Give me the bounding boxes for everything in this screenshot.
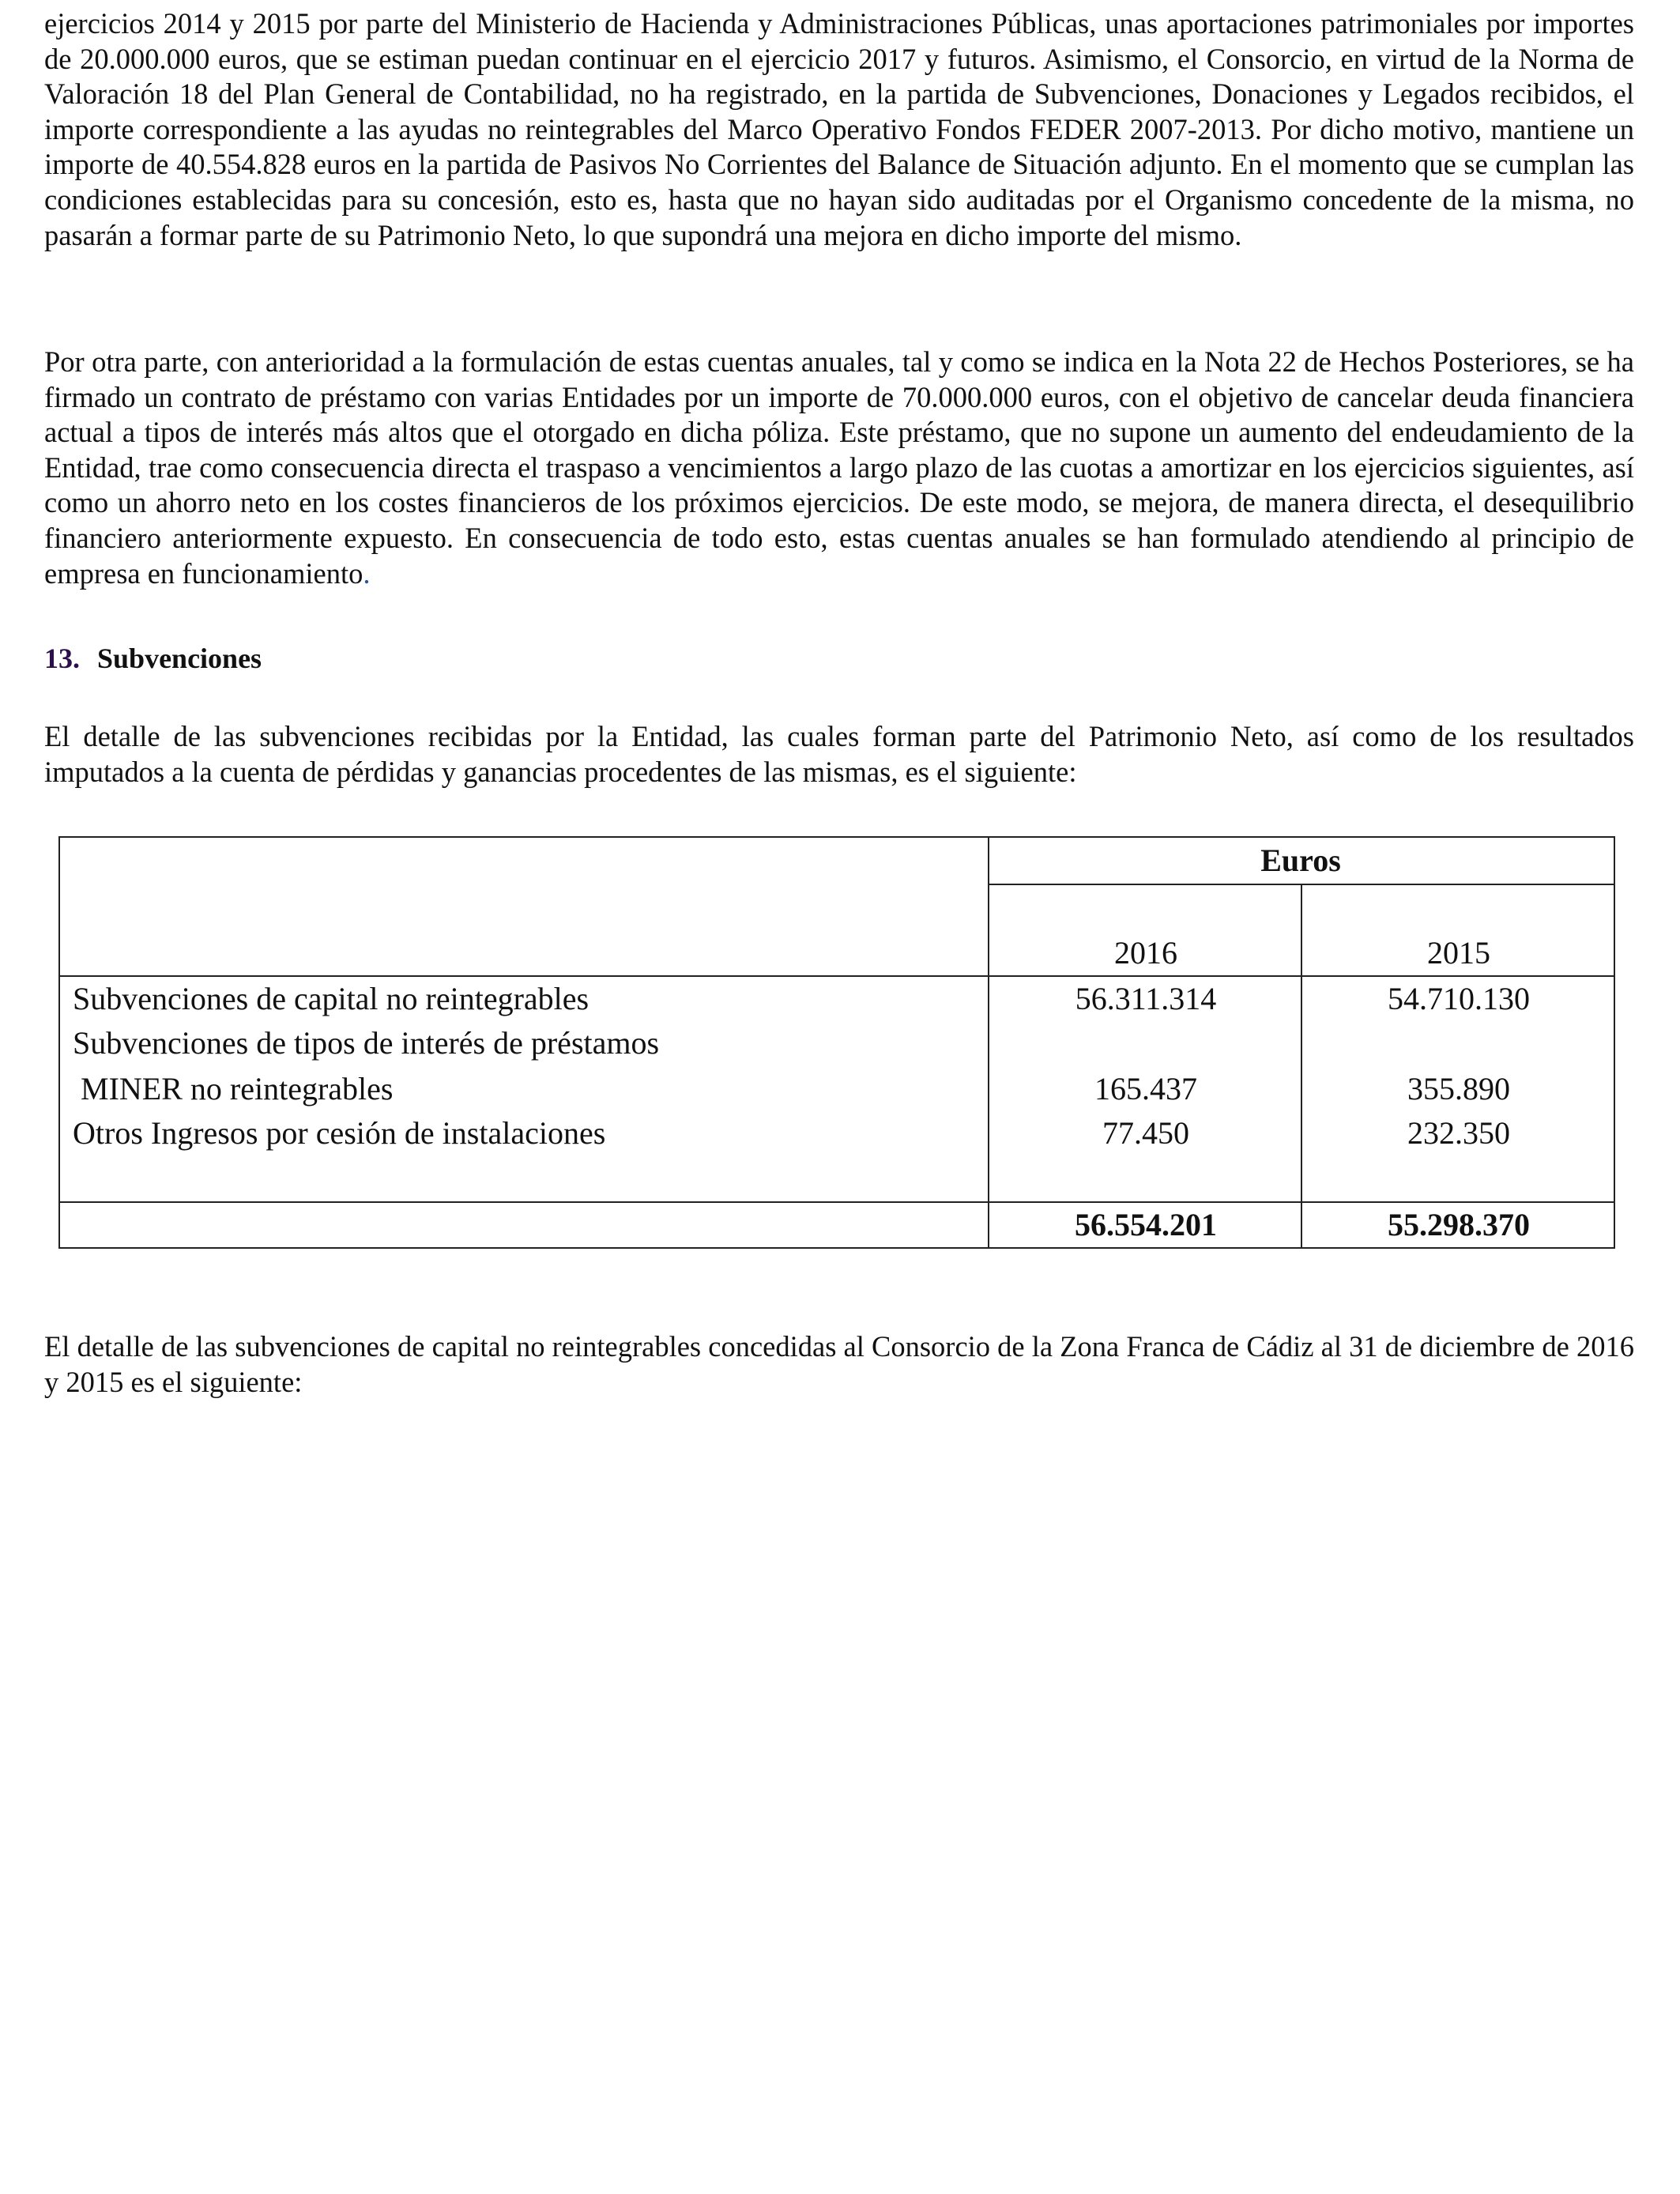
table-header-2016: 2016: [1114, 935, 1177, 971]
table-row-value-2016: 165.437: [1094, 1071, 1197, 1106]
table-row-value-2015: 355.890: [1407, 1071, 1510, 1106]
table-row-value-2015: 54.710.130: [1388, 981, 1530, 1016]
table-total-2015: 55.298.370: [1388, 1207, 1530, 1242]
paragraph-prestamo: [44, 345, 1634, 591]
table-header-euros: Euros: [1260, 843, 1341, 878]
table-row-value-2016: 56.311.314: [1075, 981, 1217, 1016]
subvenciones-table: [58, 836, 1615, 1249]
paragraph-aportaciones: ejercicios 2014 y 2015 por parte del Ministerio de Hacienda y Administraciones Públicas, unas aportaciones patrimoniales por importes de 20.000.000 euros, que se estiman puedan continuar en el ejercicio 2017 y futuros. Asimismo, el Consorcio, en virtud de la Norma de Valoración 18 del Plan General de Contabilidad, no ha registrado, en la partida de Subvenciones, Donaciones y Legados recibidos, el importe correspondiente a las ayudas no reintegrables del Marco Operativo Fondos FEDER 2007-2013. Por dicho motivo, mantiene un importe de 40.554.828 euros en la partida de Pasivos No Corrientes del Balance de Situación adjunto. En el momento que se cumplan las condiciones establecidas para su concesión, esto es, hasta que no hayan sido auditadas por el Organismo concedente de la misma, no pasarán a formar parte de su Patrimonio Neto, lo que supondrá una mejora en dicho importe del mismo.: [44, 7, 1634, 251]
table-divider-v1: [988, 838, 989, 1247]
table-row-label: Subvenciones de tipos de interés de préstamos: [73, 1025, 660, 1061]
section-number: 13.: [44, 643, 80, 674]
paragraph-detalle-capital: El detalle de las subvenciones de capital no reintegrables concedidas al Consorcio de la Zona Franca de Cádiz al 31 de diciembre de 2016 y 2015 es el siguiente:: [44, 1330, 1634, 1398]
table-row-label: Subvenciones de capital no reintegrables: [73, 981, 590, 1016]
paragraph-detalle-subvenciones: El detalle de las subvenciones recibidas por la Entidad, las cuales forman parte del Patrimonio Neto, así como de los resultados imputados a la cuenta de pérdidas y ganancias procedentes de las mismas, es el siguiente:: [44, 720, 1634, 788]
table-total-2016: 56.554.201: [1075, 1207, 1217, 1242]
section-heading: [44, 642, 262, 675]
paragraph-prestamo-text: Por otra parte, con anterioridad a la formulación de estas cuentas anuales, tal y como se indica en la Nota 22 de Hechos Posteriores, se ha firmado un contrato de préstamo con varias Entidades por un importe de 70.000.000 euros, con el objetivo de cancelar deuda financiera actual a tipos de interés más altos que el otorgado en dicha póliza. Este préstamo, que no supone un aumento del endeudamiento de la Entidad, trae como consecuencia directa el traspaso a vencimientos a largo plazo de las cuotas a amortizar en los ejercicios siguientes, así como un ahorro neto en los costes financieros de los próximos ejercicios. De este modo, se mejora, de manera directa, el desequilibrio financiero anteriormente expuesto. En consecuencia de todo esto, estas cuentas anuales se han formulado atendiendo al principio de empresa en funcionamiento: [44, 345, 1634, 590]
table-row-label: MINER no reintegrables: [73, 1071, 394, 1106]
table-row-value-2016: 77.450: [1102, 1115, 1189, 1151]
table-header-2015: 2015: [1427, 935, 1490, 971]
table-row-value-2015: 232.350: [1407, 1115, 1510, 1151]
table-divider-euros: [988, 884, 1614, 885]
table-row-label: Otros Ingresos por cesión de instalaciones: [73, 1115, 606, 1151]
paragraph-prestamo-period: .: [363, 556, 371, 590]
section-title: Subvenciones: [97, 643, 262, 674]
